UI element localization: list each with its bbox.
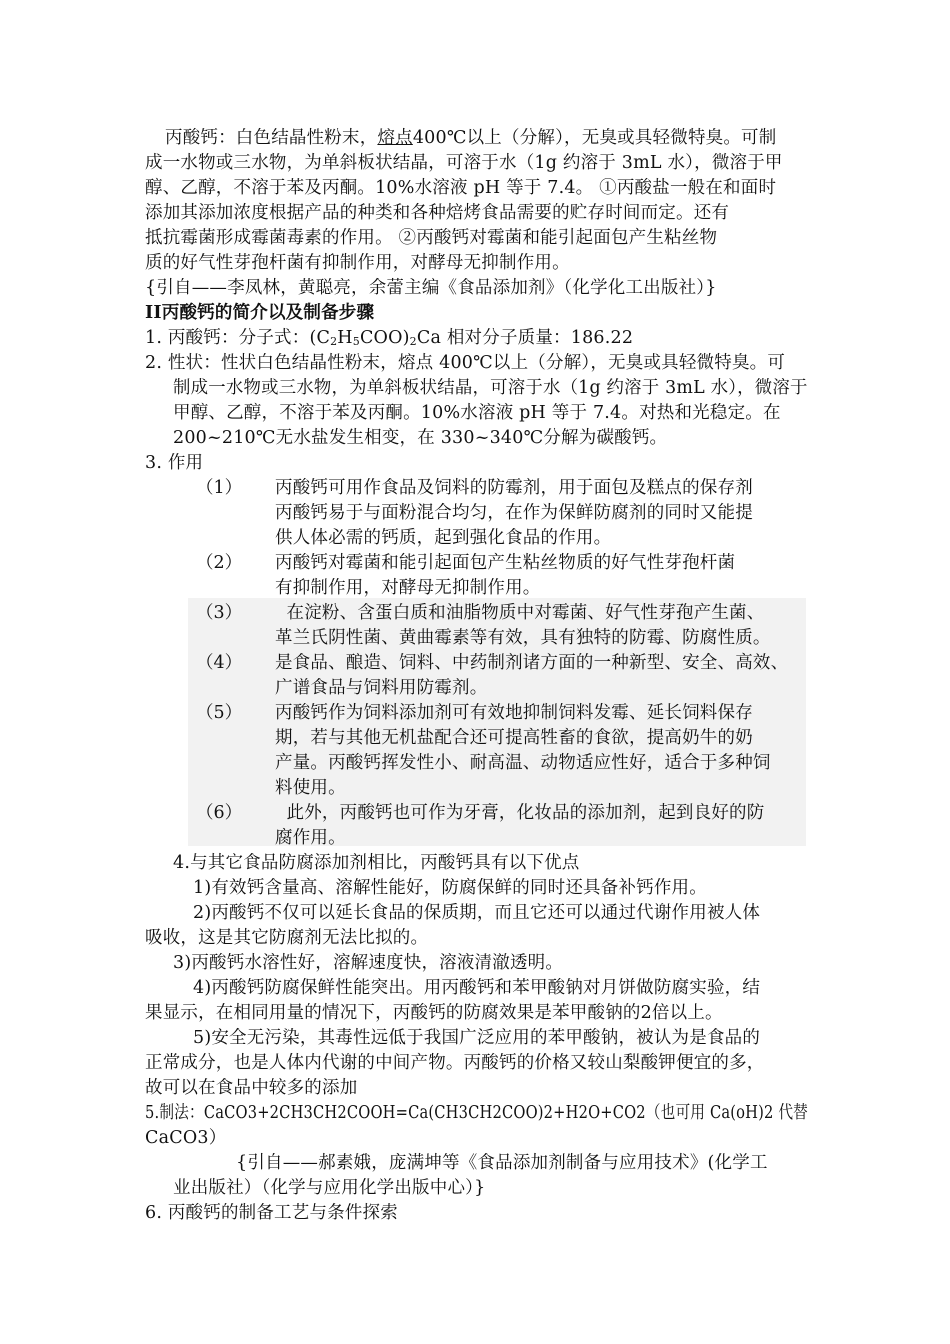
preparation-line-1: 5.制法：CaCO3+2CH3CH2COOH=Ca(CH3CH2COO)2+H2O+CO2（也可用 Ca(oH)2 代替 [145,1103,809,1123]
advantage-4-line-1: 4)丙酸钙防腐保鲜性能突出。用丙酸钙和苯甲酸钠对月饼做防腐实验，结 [193,978,761,998]
melting-point-term: 熔点 [377,128,413,148]
usage-item-5-line: 料使用。 [275,778,346,798]
usage-item-3-line: 在淀粉、含蛋白质和油脂物质中对霉菌、好气性芽孢产生菌、 [275,603,765,623]
usage-item-6-line: 腐作用。 [275,828,346,848]
formula-line: 1. 丙酸钙：分子式：$(C_2H_5COO)_2Ca$ 相对分子质量：186.22 [145,328,634,348]
usage-item-2-number: （2） [196,553,243,573]
usage-item-6-number: （6） [196,803,243,823]
advantage-5-line-2: 正常成分，也是人体内代谢的中间产物。丙酸钙的价格又较山梨酸钾便宜的多， [145,1053,765,1073]
advantage-3: 3)丙酸钙水溶性好，溶解速度快，溶液清澈透明。 [173,953,564,973]
usage-item-1-line: 丙酸钙易于与面粉混合均匀，在作为保鲜防腐剂的同时又能提 [275,503,753,523]
properties-line-1: 2. 性状：性状白色结晶性粉末，熔点 400℃以上（分解），无臭或具轻微特臭。可 [145,353,786,373]
advantage-2-line-1: 2)丙酸钙不仅可以延长食品的保质期，而且它还可以通过代谢作用被人体 [193,903,761,923]
advantage-5-line-1: 5)安全无污染，其毒性远低于我国广泛应用的苯甲酸钠，被认为是食品的 [193,1028,761,1048]
preparation-citation-1: {引自——郝素娥，庞满坤等《食品添加剂制备与应用技术》(化学工 [236,1153,768,1173]
usage-item-5-line: 产量。丙酸钙挥发性小、耐高温、动物适应性好，适合于多种饲 [275,753,771,773]
advantages-title: 4.与其它食品防腐添加剂相比，丙酸钙具有以下优点 [173,853,580,873]
intro-line-6: 质的好气性芽孢杆菌有抑制作用，对酵母无抑制作用。 [145,253,570,273]
preparation-line-2: CaCO3） [145,1128,227,1148]
intro-line-4: 添加其添加浓度根据产品的种类和各种焙烤食品需要的贮存时间而定。还有 [145,203,730,223]
preparation-citation-2: 业出版社）（化学与应用化学出版中心）} [173,1178,486,1198]
usage-item-6-line: 此外，丙酸钙也可作为牙膏，化妆品的添加剂，起到良好的防 [275,803,765,823]
advantage-2-line-2: 吸收，这是其它防腐剂无法比拟的。 [145,928,429,948]
usage-item-5-number: （5） [196,703,243,723]
usage-item-4-line: 广谱食品与饲料用防霉剂。 [275,678,488,698]
intro-line-2: 成一水物或三水物，为单斜板状结晶，可溶于水（1g 约溶于 3mL 水），微溶于甲 [145,153,783,173]
properties-line-2: 制成一水物或三水物，为单斜板状结晶，可溶于水（1g 约溶于 3mL 水），微溶于 [173,378,808,398]
process-title: 6. 丙酸钙的制备工艺与条件探索 [145,1203,398,1223]
intro-line-1: 丙酸钙：白色结晶性粉末，熔点400℃以上（分解），无臭或具轻微特臭。可制 [165,128,777,148]
usage-title: 3. 作用 [145,453,204,473]
properties-line-4: 200~210℃无水盐发生相变，在 330~340℃分解为碳酸钙。 [173,428,668,448]
advantage-1: 1)有效钙含量高、溶解性能好，防腐保鲜的同时还具备补钙作用。 [193,878,707,898]
advantage-5-line-3: 故可以在食品中较多的添加 [145,1078,358,1098]
section-heading: II丙酸钙的简介以及制备步骤 [145,303,375,323]
usage-item-3-number: （3） [196,603,243,623]
properties-line-3: 甲醇、乙醇，不溶于苯及丙酮。10%水溶液 pH 等于 7.4。对热和光稳定。在 [173,403,781,423]
advantage-4-line-2: 果显示，在相同用量的情况下，丙酸钙的防腐效果是苯甲酸钠的2倍以上。 [145,1003,723,1023]
usage-item-5-line: 丙酸钙作为饲料添加剂可有效地抑制饲料发霉、延长饲料保存 [275,703,753,723]
usage-item-1-line: 供人体必需的钙质，起到强化食品的作用。 [275,528,612,548]
usage-item-4-number: （4） [196,653,243,673]
usage-item-1-number: （1） [196,478,243,498]
intro-line-5: 抵抗霉菌形成霉菌毒素的作用。 ②丙酸钙对霉菌和能引起面包产生粘丝物 [145,228,718,248]
intro-citation: {引自——李凤林，黄聪亮，余蕾主编《食品添加剂》（化学化工出版社）} [145,278,717,298]
usage-item-2-line: 有抑制作用，对酵母无抑制作用。 [275,578,541,598]
usage-item-3-line: 革兰氏阴性菌、黄曲霉素等有效，具有独特的防霉、防腐性质。 [275,628,771,648]
usage-item-5-line: 期，若与其他无机盐配合还可提高牲畜的食欲，提高奶牛的奶 [275,728,753,748]
usage-item-2-line: 丙酸钙对霉菌和能引起面包产生粘丝物质的好气性芽孢杆菌 [275,553,736,573]
usage-item-4-line: 是食品、酿造、饲料、中药制剂诸方面的一种新型、安全、高效、 [275,653,789,673]
intro-line-3: 醇、乙醇，不溶于苯及丙酮。10%水溶液 pH 等于 7.4。 ①丙酸盐一般在和面时 [145,178,777,198]
usage-item-1-line: 丙酸钙可用作食品及饲料的防霉剂，用于面包及糕点的保存剂 [275,478,753,498]
